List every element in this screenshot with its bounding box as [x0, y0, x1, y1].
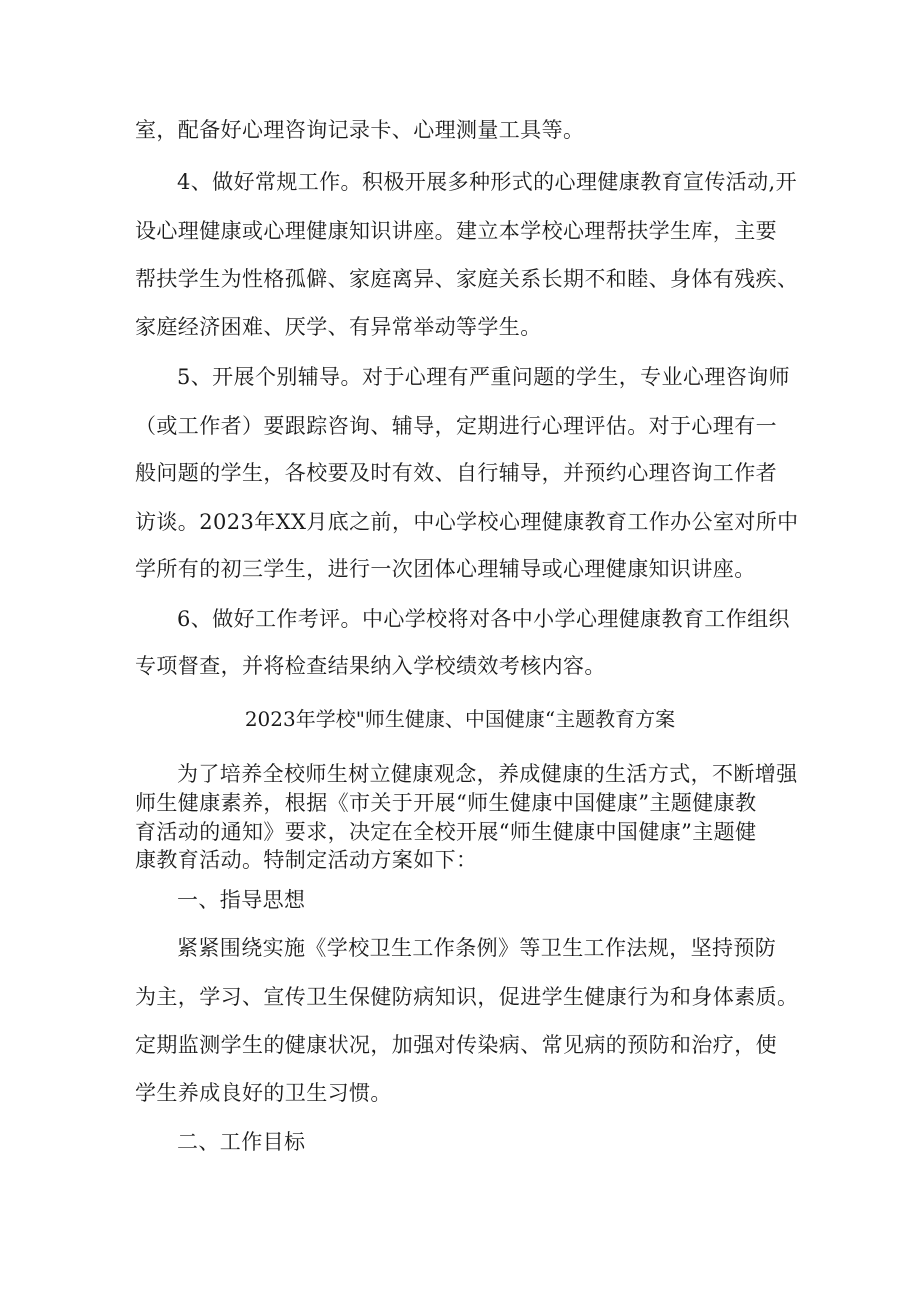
paragraph-line: 帮扶学生为性格孤僻、家庭离异、家庭关系长期不和睦、身体有残疾、: [135, 267, 799, 291]
paragraph-line: 学所有的初三学生，进行一次团体心理辅导或心理健康知识讲座。: [135, 557, 756, 581]
section-body-line: 定期监测学生的健康状况，加强对传染病、常见病的预防和治疗，使: [135, 1033, 777, 1057]
section-body-line: 为主，学习、宣传卫生保健防病知识，促进学生健康行为和身体素质。: [135, 985, 799, 1009]
paragraph-line: 设心理健康或心理健康知识讲座。建立本学校心理帮扶学生库，主要: [135, 219, 777, 243]
section-heading-work-goals: 二、工作目标: [177, 1130, 306, 1154]
paragraph-line: 室，配备好心理咨询记录卡、心理测量工具等。: [135, 118, 585, 142]
intro-line: 师生健康素养，根据《市关于开展“师生健康中国健康”主题健康教: [135, 791, 757, 815]
paragraph-line: 4、做好常规工作。积极开展多种形式的心理健康教育宣传活动,开: [177, 170, 798, 194]
paragraph-line: 6、做好工作考评。中心学校将对各中小学心理健康教育工作组织: [177, 607, 790, 631]
paragraph-line: 般问题的学生，各校要及时有效、自行辅导，并预约心理咨询工作者: [135, 461, 777, 485]
paragraph-line: 专项督查，并将检查结果纳入学校绩效考核内容。: [135, 654, 606, 678]
paragraph-line: 家庭经济困难、厌学、有异常举动等学生。: [135, 315, 542, 339]
paragraph-line: 访谈。2023年XX月底之前，中心学校心理健康教育工作办公室对所中: [135, 510, 799, 534]
section-body-line: 学生养成良好的卫生习惯。: [135, 1081, 392, 1105]
section-heading-guiding-thought: 一、指导思想: [177, 888, 306, 912]
document-title: 2023年学校"师生健康、中国健康“主题教育方案: [244, 707, 676, 731]
intro-line: 康教育活动。特制定活动方案如下：: [135, 848, 478, 872]
intro-line: 为了培养全校师生树立健康观念，养成健康的生活方式，不断增强: [177, 762, 798, 786]
paragraph-line: （或工作者）要跟踪咨询、辅导，定期进行心理评估。对于心理有一: [135, 414, 777, 438]
paragraph-line: 5、开展个别辅导。对于心理有严重问题的学生，专业心理咨询师: [177, 365, 790, 389]
intro-line: 育活动的通知》要求，决定在全校开展“师生健康中国健康”主题健: [135, 820, 757, 844]
section-body-line: 紧紧围绕实施《学校卫生工作条例》等卫生工作法规，坚持预防: [177, 936, 777, 960]
